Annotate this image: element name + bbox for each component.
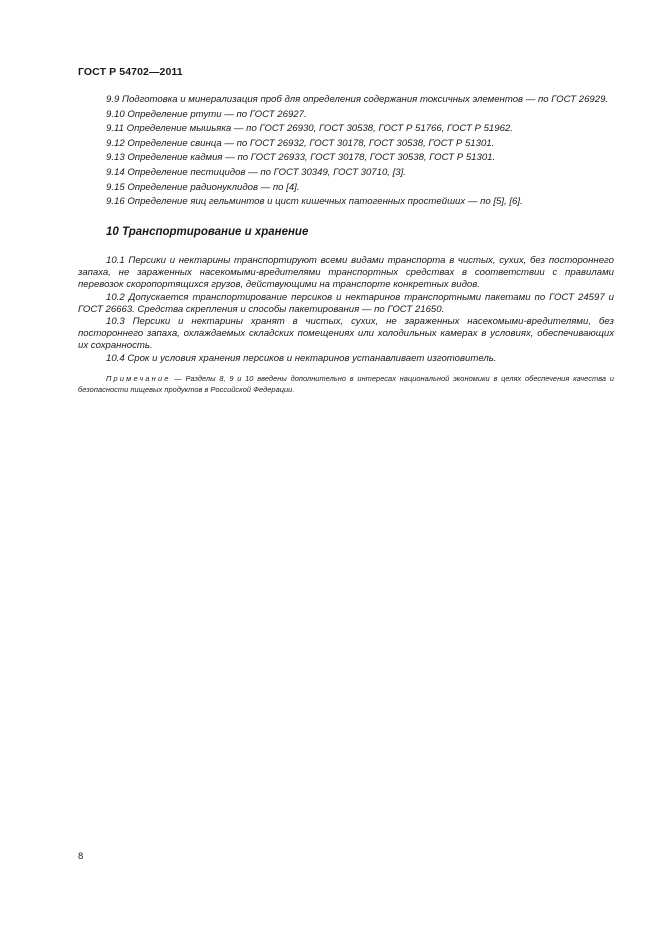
page-content xyxy=(78,94,614,396)
note xyxy=(78,373,614,396)
clause-10-2: 10.2 Допускается транспортирование персиков и нектаринов транспортными пакетами по ГОСТ 24597 и ГОСТ 26663. Средства скрепления и способы пакетирования — по ГОСТ 21650. xyxy=(78,291,614,315)
clause-10-4: 10.4 Срок и условия хранения персиков и нектаринов устанавливает изготовитель. xyxy=(106,352,497,364)
clause-9-12: 9.12 Определение свинца — по ГОСТ 26932, ГОСТ 30178, ГОСТ 30538, ГОСТ Р 51301. xyxy=(106,137,495,149)
clause-9-10: 9.10 Определение ртути — по ГОСТ 26927. xyxy=(106,108,307,120)
clause-9-14: 9.14 Определение пестицидов — по ГОСТ 30349, ГОСТ 30710, [3]. xyxy=(106,166,406,178)
section-title: 10 Транспортирование и хранение xyxy=(106,226,309,239)
note-text: — Разделы 8, 9 и 10 введены дополнительно в интересах национальной экономики в целях обеспечения качества и безопасности пищевых продуктов в Российской Федерации. xyxy=(78,373,614,395)
page-number: 8 xyxy=(78,851,84,862)
clause-9-15: 9.15 Определение радионуклидов — по [4]. xyxy=(106,181,300,193)
clause-10-1: 10.1 Персики и нектарины транспортируют всеми видами транспорта в чистых, сухих, без постороннего запаха, не зараженных насекомыми-вредителями транспортных средствах в соответствии с правилами перевозок скоропортящихся грузов, действующими на транспорте конкретных видов. xyxy=(78,255,614,291)
note-label: Примечание xyxy=(106,373,171,383)
clause-10-3: 10.3 Персики и нектарины хранят в чистых, сухих, не зараженных насекомыми-вредителями, без постороннего запаха, охлаждаемых складских помещениях или холодильных камерах в условиях, обеспечивающих их сохранность. xyxy=(78,316,614,352)
clause-9-11: 9.11 Определение мышьяка — по ГОСТ 26930, ГОСТ 30538, ГОСТ Р 51766, ГОСТ Р 51962. xyxy=(106,123,513,135)
document-header: ГОСТ Р 54702—2011 xyxy=(78,66,183,78)
clause-9-16: 9.16 Определение яиц гельминтов и цист кишечных патогенных простейших — по [5], [6]. xyxy=(106,196,523,208)
clause-9-9: 9.9 Подготовка и минерализация проб для определения содержания токсичных элементов — по ГОСТ 26929. xyxy=(106,94,609,105)
clause-9-13: 9.13 Определение кадмия — по ГОСТ 26933, ГОСТ 30178, ГОСТ 30538, ГОСТ Р 51301. xyxy=(106,152,496,164)
